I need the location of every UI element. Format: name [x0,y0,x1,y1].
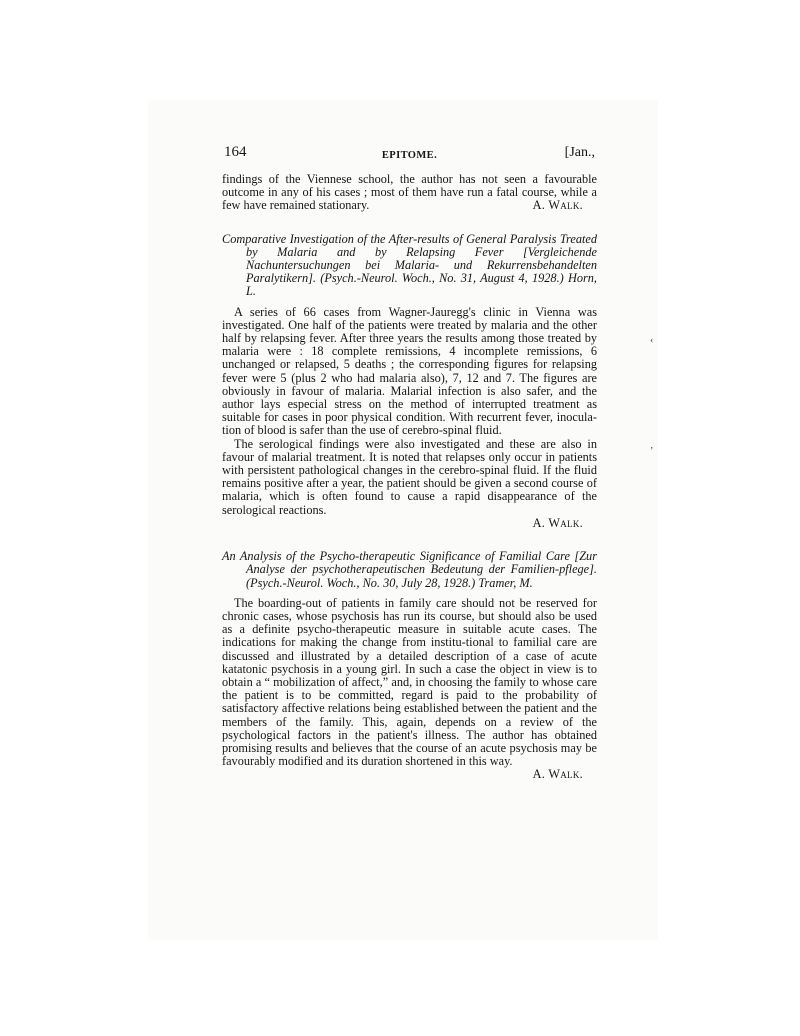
running-head [222,146,597,166]
page-number: 164 [224,144,247,160]
running-year: [Jan., [564,145,595,160]
margin-mark: ’ [650,446,654,457]
article-citation: An Analysis of the Psycho-therapeutic Significance of Familial Care [Zur Analyse der psychotherapeutischen Bedeutung der Familien-pflege]. (Psych.-Neurol. Woch., No. 30, July 28, 1928.) Tramer, M. [222,549,597,590]
article-paragraph: The serological findings were also investigated and these are also in favour of malarial treatment. It is noted that relapses only occur in patients with persistent pathological changes in the cerebro-spinal fluid. If the fluid remains positive after a year, the patient should be given a second course of malaria, which is often found to cause a rapid disappearance of the serological reactions. [222,436,597,517]
reviewer-signature: A. Walk. [532,198,583,213]
article-paragraph: The boarding-out of patients in family care should not be reserved for chronic cases, whose psychosis has run its course, but should also be used as a definite psycho-therapeutic measure in suitable acute cases. The indications for making the change from institu-tional to familial care are discussed and illustrated by a detailed description of a case of acute katatonic psychosis in a young girl. In such a case the object in view is to obtain a “ mobilization of affect,” and, in choosing the family to whose care the patient is to be committed, regard is paid to the probability of satisfactory affective relations being established between the patient and the members of the family. This, again, depends on a review of the psychological factors in the patient's illness. The author has obtained promising results and believes that the course of an acute psychosis may be favourably modified and its duration shortened in this way. [222,595,597,769]
carryover-paragraph: findings of the Viennese school, the author has not seen a favourable outcome in any of his cases ; most of them have run a fatal course, while a few have remained stationary. [222,172,597,213]
reviewer-signature: A. Walk. [532,767,583,782]
article-citation: Comparative Investigation of the After-results of General Paralysis Treated by Malaria and by Relapsing Fever [Vergleichende Nachuntersuchungen bei Malaria- und Rekurrensbehandelten Paralytikern]. (Psych.-Neurol. Woch., No. 31, August 4, 1928.) Horn, L. [222,231,597,299]
reviewer-signature: A. Walk. [532,515,583,530]
text-column [222,146,597,782]
article-paragraph: A series of 66 cases from Wagner-Jauregg's clinic in Vienna was investigated. One half of the patients were treated by malaria and the other half by relapsing fever. After three years the results among those treated by malaria were : 18 complete remissions, 4 incomplete remissions, 6 unchanged or relapsed, 5 deaths ; the corresponding figures for relapsing fever were 5 (plus 2 who had malaria also), 7, 12 and 7. The figures are obviously in favour of malaria. Malarial infection is also safer, and the author lays especial stress on the method of interrupted treatment as suitable for cases in poor physical condition. With recurrent fever, inocula-tion of blood is safer than the use of cerebro-spinal fluid. [222,304,597,438]
margin-mark: ‹ [650,335,654,346]
running-title: EPITOME. [381,150,438,161]
